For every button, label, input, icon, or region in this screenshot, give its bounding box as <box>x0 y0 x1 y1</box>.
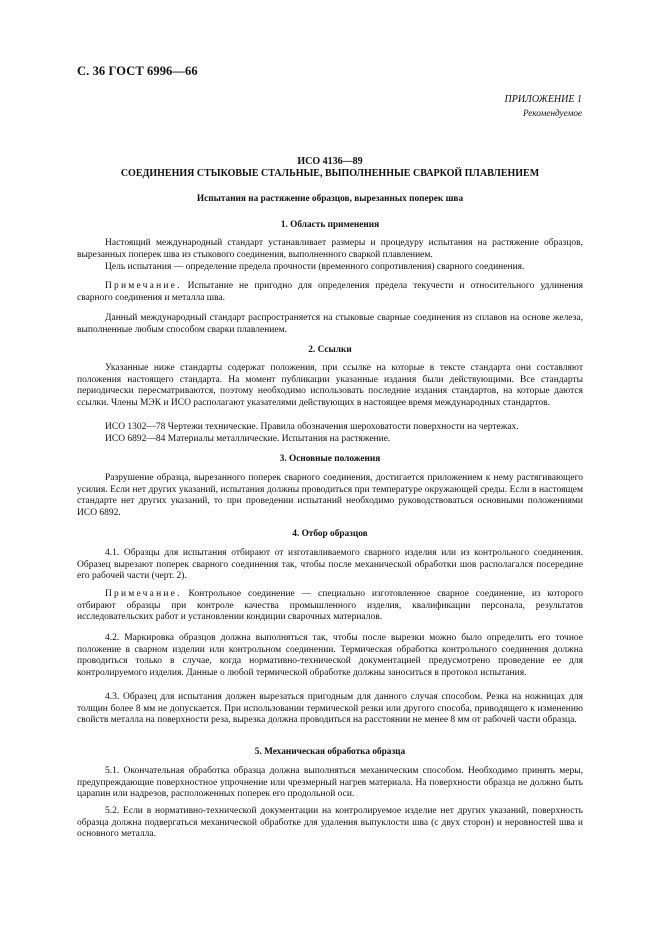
section-4-paragraph: 4.2. Маркировка образцов должна выполняться так, чтобы после вырезки можно было определить его точное положение в сварном изделии или контрольном соединении. Термическая обработка контрольного соединения должна проводиться только в случае, когда нормативно-технической документацией предусмотрено проведение ее для контролируемого изделия. Данные о любой термической обработке должны заноситься в протокол испытания. <box>77 633 583 678</box>
section-2-paragraph: Указанные ниже стандарты содержат положения, при ссылке на которые в тексте стандарта они составляют положения настоящего стандарта. На момент публикации указанные издания были действующими. Все стандарты периодически пересматриваются, поэтому необходимо использовать последние издания стандартов, на которые даются ссылки. Члены МЭК и ИСО располагают указателями действующих в настоящее время международных стандартов. <box>77 363 583 408</box>
section-1-paragraph: Данный международный стандарт распространяется на стыковые сварные соединения из сплавов на основе железа, выполненные любым способом сварки плавлением. <box>77 313 583 335</box>
standard-code: ИСО 4136—89 <box>297 156 363 167</box>
section-1-heading: 1. Область применения <box>280 220 380 230</box>
section-1-paragraph: Цель испытания — определение предела прочности (временного сопротивления) сварного соединения. <box>105 262 525 272</box>
note-label: Примечание. <box>105 281 182 291</box>
standard-subtitle: Испытания на растяжение образцов, вырезанных поперек шва <box>196 194 464 204</box>
section-1-note <box>77 281 583 304</box>
section-2-heading: 2. Ссылки <box>308 345 352 355</box>
note-label: Примечание. <box>105 589 182 599</box>
section-3-paragraph: Разрушение образца, вырезанного поперек сварного соединения, достигается приложением к нему растягивающего усилия. Если нет других указаний, испытания должны проводиться при температуре окружающей среды. Если в настоящем стандарте нет других указаний, то при проведении испытаний необходимо руководствоваться основными положениями ИСО 6892. <box>77 473 583 518</box>
section-4-note <box>77 589 583 624</box>
appendix-title: ПРИЛОЖЕНИЕ 1 <box>504 94 582 105</box>
appendix-status: Рекомендуемое <box>522 107 582 118</box>
note-text: Контрольное соединение — специально изготовленное сварное соединение, из которого отбирают образцы при контроле качества промышленного изделия, квалификации персонала, результатов исследовательских работ и установлении кондиции сварочных материалов. <box>77 589 583 622</box>
standard-title: СОЕДИНЕНИЯ СТЫКОВЫЕ СТАЛЬНЫЕ, ВЫПОЛНЕННЫЕ СВАРКОЙ ПЛАВЛЕНИЕМ <box>120 168 540 179</box>
section-5-paragraph: 5.2. Если в нормативно-технической документации на контролируемое изделие нет других указаний, поверхность образца должна подвергаться механической обработке для удаления выпуклости шва (с двух сторон) и неровностей шва и основного металла. <box>77 806 583 839</box>
section-5-paragraph: 5.1. Окончательная обработка образца должна выполняться механическим способом. Необходимо принять меры, предупреждающие поверхностное упрочнение или чрезмерный нагрев материала. На поверхности образца не должно быть царапин или надрезов, расположенных поперек его продольной оси. <box>77 766 583 799</box>
section-3-heading: 3. Основные положения <box>279 454 381 464</box>
page-header: С. 36 ГОСТ 6996—66 <box>77 64 198 78</box>
section-5-heading: 5. Механическая обработка образца <box>254 747 406 757</box>
reference-item: ИСО 1302—78 Чертежи технические. Правила обозначения шероховатости поверхности на чертежах. <box>105 422 519 432</box>
reference-item: ИСО 6892—84 Материалы металлические. Испытания на растяжение. <box>105 434 391 444</box>
appendix-label <box>505 94 583 119</box>
section-1-paragraph: Настоящий международный стандарт устанавливает размеры и процедуру испытания на растяжение образцов, вырезанных поперек шва из стыкового соединения, выполненного сваркой плавлением. <box>77 238 583 260</box>
section-4-paragraph: 4.3. Образец для испытания должен вырезаться пригодным для данного случая способом. Резка на ножницах для толщин более 8 мм не допускается. При использовании термической резки или другого способа, приводящего к изменению свойств металла на поверхности реза, вырезка должна проводиться на расстоянии не менее 8 мм от рабочей части образца. <box>77 692 583 725</box>
section-4-paragraph: 4.1. Образцы для испытания отбирают от изготавливаемого сварного изделия или из контрольного соединения. Образец вырезают поперек сварного соединения так, чтобы после механической обработки шов располагался посередине его рабочей части (черт. 2). <box>77 548 583 581</box>
note-text: Испытание не пригодно для определения предела текучести и относительного удлинения сварного соединения и металла шва. <box>77 281 583 303</box>
section-4-heading: 4. Отбор образцов <box>292 529 368 539</box>
